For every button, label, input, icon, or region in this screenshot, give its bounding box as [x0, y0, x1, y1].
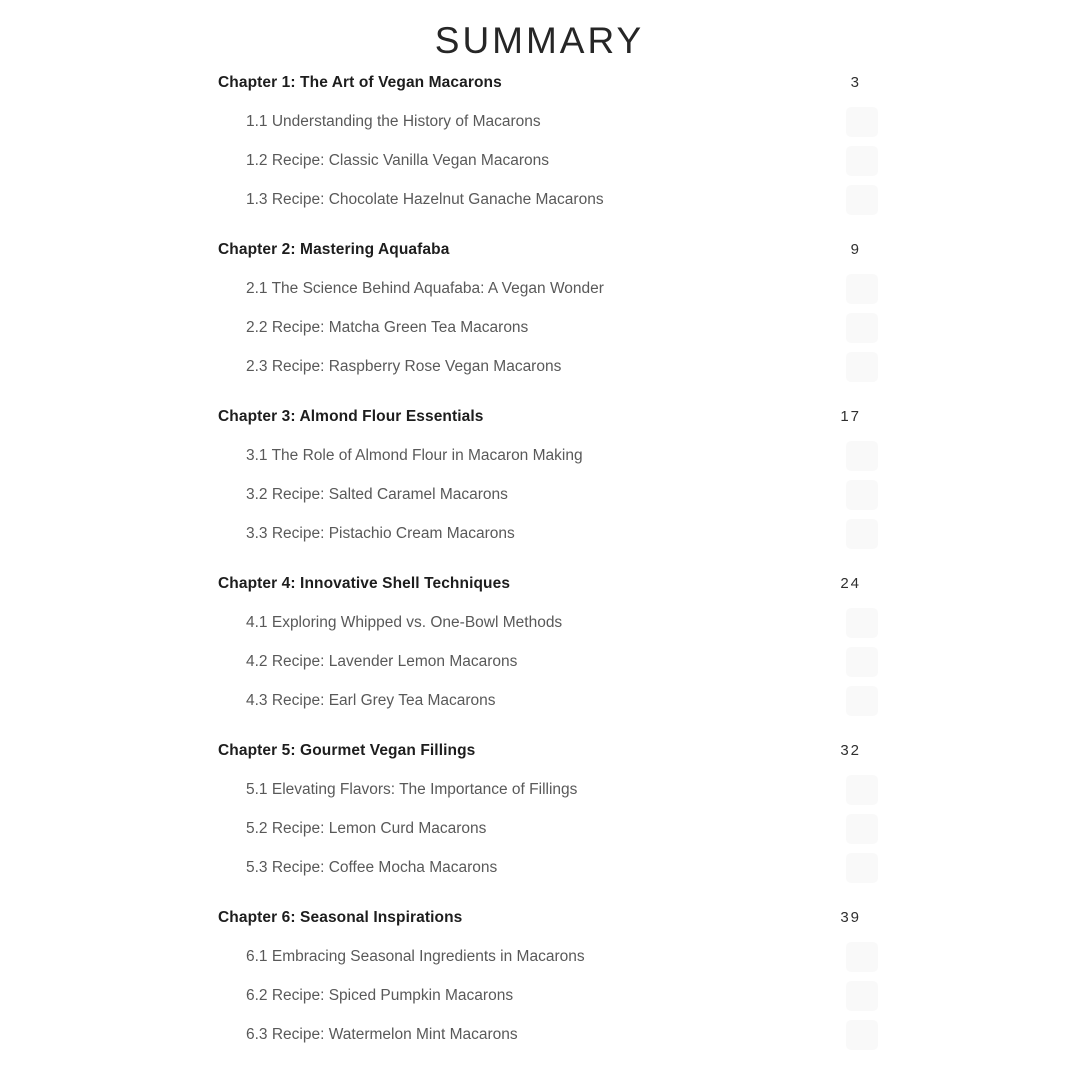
faded-page-number-placeholder: [846, 313, 878, 343]
faded-page-number-placeholder: [846, 942, 878, 972]
chapter-sections: [218, 614, 861, 709]
toc-content: [218, 20, 861, 1043]
section-row[interactable]: [218, 152, 861, 169]
faded-page-number-placeholder: [846, 647, 878, 677]
faded-page-number-placeholder: [846, 441, 878, 471]
chapter-title: Chapter 3: Almond Flour Essentials: [218, 408, 484, 425]
section-title: 1.1 Understanding the History of Macarons: [246, 113, 541, 130]
section-title: 5.2 Recipe: Lemon Curd Macarons: [246, 820, 487, 837]
section-title: 1.3 Recipe: Chocolate Hazelnut Ganache Macarons: [246, 191, 604, 208]
chapter-page-number: 32: [840, 742, 861, 759]
chapter-row[interactable]: [218, 408, 861, 425]
section-row[interactable]: [218, 820, 861, 837]
faded-page-number-placeholder: [846, 480, 878, 510]
chapter-page-number: 24: [840, 575, 861, 592]
section-row[interactable]: [218, 692, 861, 709]
chapter-title: Chapter 1: The Art of Vegan Macarons: [218, 74, 502, 91]
chapter-page-number: 9: [850, 241, 861, 258]
faded-page-number-placeholder: [846, 853, 878, 883]
section-title: 2.2 Recipe: Matcha Green Tea Macarons: [246, 319, 529, 336]
section-row[interactable]: [218, 781, 861, 798]
section-title: 6.2 Recipe: Spiced Pumpkin Macarons: [246, 987, 514, 1004]
faded-page-number-placeholder: [846, 519, 878, 549]
faded-page-number-placeholder: [846, 107, 878, 137]
chapter-sections: [218, 447, 861, 542]
page-title: SUMMARY: [434, 20, 645, 61]
toc-chapter: [218, 74, 861, 208]
toc-chapter: [218, 909, 861, 1043]
section-row[interactable]: [218, 614, 861, 631]
chapter-row[interactable]: [218, 74, 861, 91]
chapter-title: Chapter 4: Innovative Shell Techniques: [218, 575, 511, 592]
section-title: 6.3 Recipe: Watermelon Mint Macarons: [246, 1026, 518, 1043]
section-title: 3.3 Recipe: Pistachio Cream Macarons: [246, 525, 515, 542]
section-title: 6.1 Embracing Seasonal Ingredients in Macarons: [246, 948, 585, 965]
section-row[interactable]: [218, 859, 861, 876]
faded-page-number-placeholder: [846, 608, 878, 638]
section-title: 5.3 Recipe: Coffee Mocha Macarons: [246, 859, 498, 876]
faded-page-number-placeholder: [846, 686, 878, 716]
toc-chapter: [218, 742, 861, 876]
faded-page-number-placeholder: [846, 775, 878, 805]
section-row[interactable]: [218, 525, 861, 542]
chapter-title: Chapter 5: Gourmet Vegan Fillings: [218, 742, 476, 759]
chapter-row[interactable]: [218, 909, 861, 926]
chapter-title: Chapter 2: Mastering Aquafaba: [218, 241, 450, 258]
section-row[interactable]: [218, 358, 861, 375]
section-title: 3.1 The Role of Almond Flour in Macaron Making: [246, 447, 583, 464]
section-row[interactable]: [218, 280, 861, 297]
chapter-row[interactable]: [218, 241, 861, 258]
chapter-page-number: 3: [850, 74, 861, 91]
toc-list: [218, 74, 861, 1043]
faded-page-number-placeholder: [846, 274, 878, 304]
section-row[interactable]: [218, 948, 861, 965]
section-title: 2.1 The Science Behind Aquafaba: A Vegan Wonder: [246, 280, 604, 297]
faded-page-number-placeholder: [846, 146, 878, 176]
toc-chapter: [218, 575, 861, 709]
section-row[interactable]: [218, 191, 861, 208]
section-title: 2.3 Recipe: Raspberry Rose Vegan Macarons: [246, 358, 562, 375]
faded-page-number-placeholder: [846, 814, 878, 844]
section-row[interactable]: [218, 486, 861, 503]
section-title: 4.3 Recipe: Earl Grey Tea Macarons: [246, 692, 496, 709]
section-title: 5.1 Elevating Flavors: The Importance of Fillings: [246, 781, 578, 798]
section-row[interactable]: [218, 987, 861, 1004]
chapter-row[interactable]: [218, 575, 861, 592]
chapter-sections: [218, 280, 861, 375]
faded-page-number-placeholder: [846, 185, 878, 215]
section-row[interactable]: [218, 1026, 861, 1043]
section-row[interactable]: [218, 447, 861, 464]
toc-chapter: [218, 408, 861, 542]
faded-page-number-placeholder: [846, 981, 878, 1011]
section-title: 4.1 Exploring Whipped vs. One-Bowl Methods: [246, 614, 563, 631]
section-row[interactable]: [218, 113, 861, 130]
faded-page-number-placeholder: [846, 1020, 878, 1050]
chapter-sections: [218, 781, 861, 876]
chapter-page-number: 39: [840, 909, 861, 926]
chapter-sections: [218, 113, 861, 208]
chapter-row[interactable]: [218, 742, 861, 759]
chapter-title: Chapter 6: Seasonal Inspirations: [218, 909, 463, 926]
section-title: 4.2 Recipe: Lavender Lemon Macarons: [246, 653, 518, 670]
faded-page-number-placeholder: [846, 352, 878, 382]
chapter-page-number: 17: [840, 408, 861, 425]
chapter-sections: [218, 948, 861, 1043]
section-row[interactable]: [218, 319, 861, 336]
section-row[interactable]: [218, 653, 861, 670]
section-title: 3.2 Recipe: Salted Caramel Macarons: [246, 486, 508, 503]
toc-chapter: [218, 241, 861, 375]
section-title: 1.2 Recipe: Classic Vanilla Vegan Macarons: [246, 152, 549, 169]
